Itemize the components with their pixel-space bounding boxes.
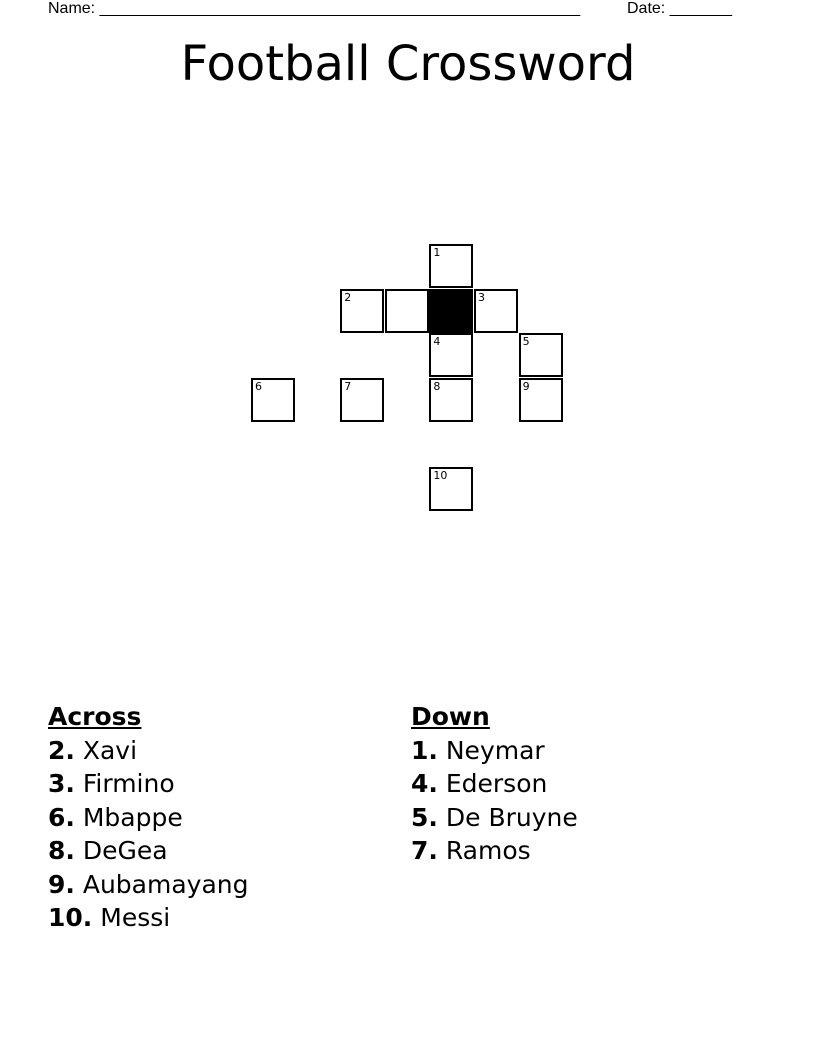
clue-item [411,767,578,800]
date-field: Date: _______ [627,0,732,17]
clue-number: 7. [411,836,438,866]
clue-text: Ederson [445,769,548,799]
grid-block-cell [429,289,473,333]
clue-item [48,834,249,867]
clue-number: 6. [48,802,75,832]
grid-cell[interactable] [429,467,473,511]
across-heading: Across [48,702,142,731]
cell-number: 5 [522,335,530,349]
clue-item [411,801,578,834]
page-title: Football Crossword [180,36,636,92]
cell-number: 8 [433,379,441,393]
grid-cell[interactable] [429,244,473,288]
clue-number: 4. [411,769,438,799]
cell-number: 2 [344,290,352,304]
down-clues [411,700,578,868]
grid-cell[interactable] [429,333,473,377]
clue-text: Aubamayang [82,869,249,899]
clue-number: 8. [48,836,75,866]
clue-text: DeGea [82,836,168,866]
clue-text: Ramos [445,836,531,866]
cell-number: 9 [522,379,530,393]
clue-text: Neymar [445,736,545,765]
clue-number: 5. [411,802,438,832]
clue-item [411,734,578,767]
clue-number: 3. [48,769,75,799]
down-heading: Down [411,702,490,731]
grid-cell[interactable] [340,289,384,333]
clue-item [48,734,249,767]
grid-cell[interactable] [429,378,473,422]
clue-item [48,868,249,901]
clue-text: Xavi [82,736,138,765]
clue-item [48,767,249,800]
cell-number: 6 [255,379,262,393]
clue-text: Messi [100,903,171,933]
down-list [411,734,578,868]
grid-cell[interactable] [385,289,429,333]
across-list [48,734,249,934]
grid-cell[interactable] [519,378,563,422]
cell-number: 1 [433,246,441,259]
clue-number: 1. [411,736,438,765]
cell-number: 10 [433,469,448,482]
grid-cell[interactable] [251,378,295,422]
grid-cell[interactable] [340,378,384,422]
name-field: Name: ______________________________________________________ [48,0,581,17]
cell-number: 7 [344,379,352,393]
cell-number: 3 [478,290,485,304]
clue-item [411,834,578,867]
clue-text: De Bruyne [445,802,578,832]
clue-number: 10. [48,903,93,933]
clue-number: 9. [48,869,75,899]
clue-text: Mbappe [82,802,183,832]
across-clues [48,700,249,934]
grid-cell[interactable] [519,333,563,377]
clue-number: 2. [48,736,75,765]
clue-text: Firmino [82,769,175,799]
cell-number: 4 [433,335,441,349]
clue-item [48,801,249,834]
clue-item [48,901,249,934]
grid-cell[interactable] [474,289,518,333]
